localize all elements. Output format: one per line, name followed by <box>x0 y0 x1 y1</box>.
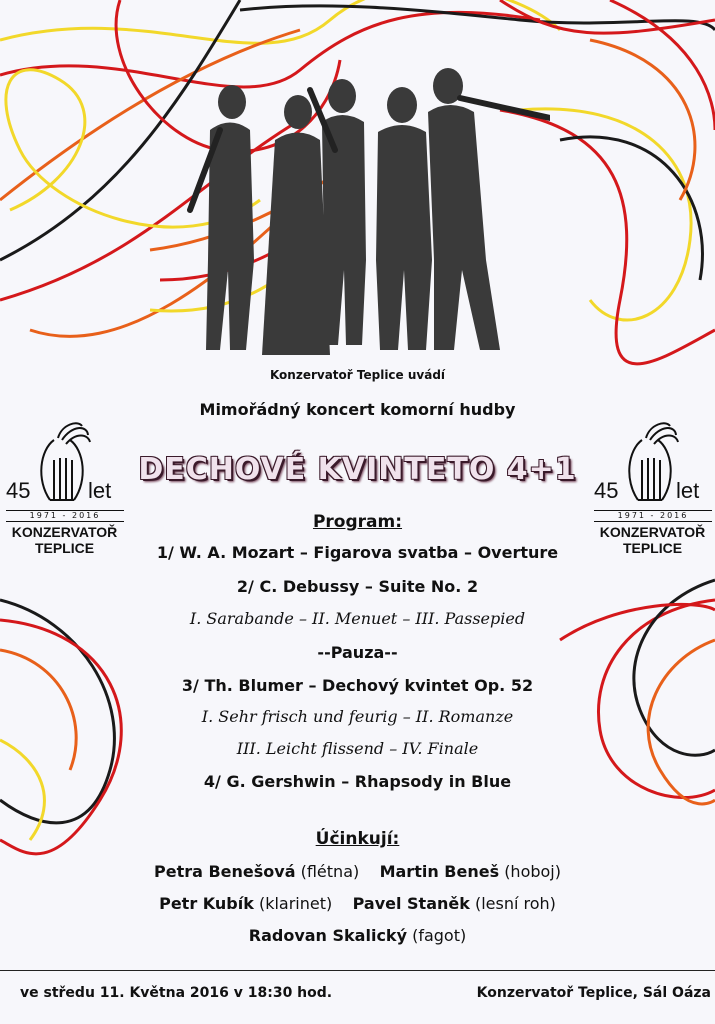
performer-instrument: (lesní roh) <box>474 894 556 913</box>
lyre-icon <box>32 420 92 510</box>
performer-name: Petra Benešová <box>154 862 296 881</box>
program-heading: Program: <box>312 512 403 532</box>
program-item-3-movements-1: I. Sehr frisch und feurig – II. Romanze <box>201 707 514 726</box>
program-item-1: 1/ W. A. Mozart – Figarova svatba – Overture <box>156 543 559 562</box>
performer-name: Martin Beneš <box>379 862 500 881</box>
musicians-silhouette-image <box>150 60 550 360</box>
program-item-2-movements: I. Sarabande – II. Menuet – III. Passepied <box>189 609 526 628</box>
logo-number: 45 <box>594 478 619 503</box>
logo-name: KONZERVATOŘ TEPLICE <box>11 524 118 556</box>
lyre-icon <box>620 420 680 510</box>
performers-row-1 <box>0 862 715 881</box>
footer-divider <box>0 970 715 971</box>
logo-suffix: let <box>676 478 700 503</box>
program-pause: --Pauza-- <box>317 643 398 662</box>
program-item-3: 3/ Th. Blumer – Dechový kvintet Op. 52 <box>181 676 534 695</box>
logo-years: 1971 - 2016 <box>594 510 712 522</box>
performer-instrument: (fagot) <box>412 926 467 945</box>
program-item-3-movements-2: III. Leicht flissend – IV. Finale <box>236 739 479 758</box>
concert-title: DECHOVÉ KVINTETO 4+1 <box>138 452 577 487</box>
logo-suffix: let <box>88 478 112 503</box>
performers-row-3 <box>0 926 715 945</box>
program-item-4: 4/ G. Gershwin – Rhapsody in Blue <box>203 772 512 791</box>
logo-name: KONZERVATOŘ TEPLICE <box>599 524 706 556</box>
presenter-line: Konzervatoř Teplice uvádí <box>269 368 446 382</box>
logo-years: 1971 - 2016 <box>6 510 124 522</box>
performers-row-2 <box>0 894 715 913</box>
program-item-2: 2/ C. Debussy – Suite No. 2 <box>236 577 479 596</box>
performer-instrument: (klarinet) <box>258 894 333 913</box>
footer-venue: Konzervatoř Teplice, Sál Oáza <box>476 985 711 1001</box>
performer-name: Petr Kubík <box>159 894 254 913</box>
performers-heading: Účinkují: <box>315 829 400 849</box>
performer-instrument: (flétna) <box>300 862 360 881</box>
performer-name: Radovan Skalický <box>248 926 407 945</box>
concert-subtitle: Mimořádný koncert komorní hudby <box>199 400 516 419</box>
performer-instrument: (hoboj) <box>504 862 561 881</box>
performer-name: Pavel Staněk <box>352 894 470 913</box>
footer-date: ve středu 11. Května 2016 v 18:30 hod. <box>20 985 333 1001</box>
logo-number: 45 <box>6 478 31 503</box>
